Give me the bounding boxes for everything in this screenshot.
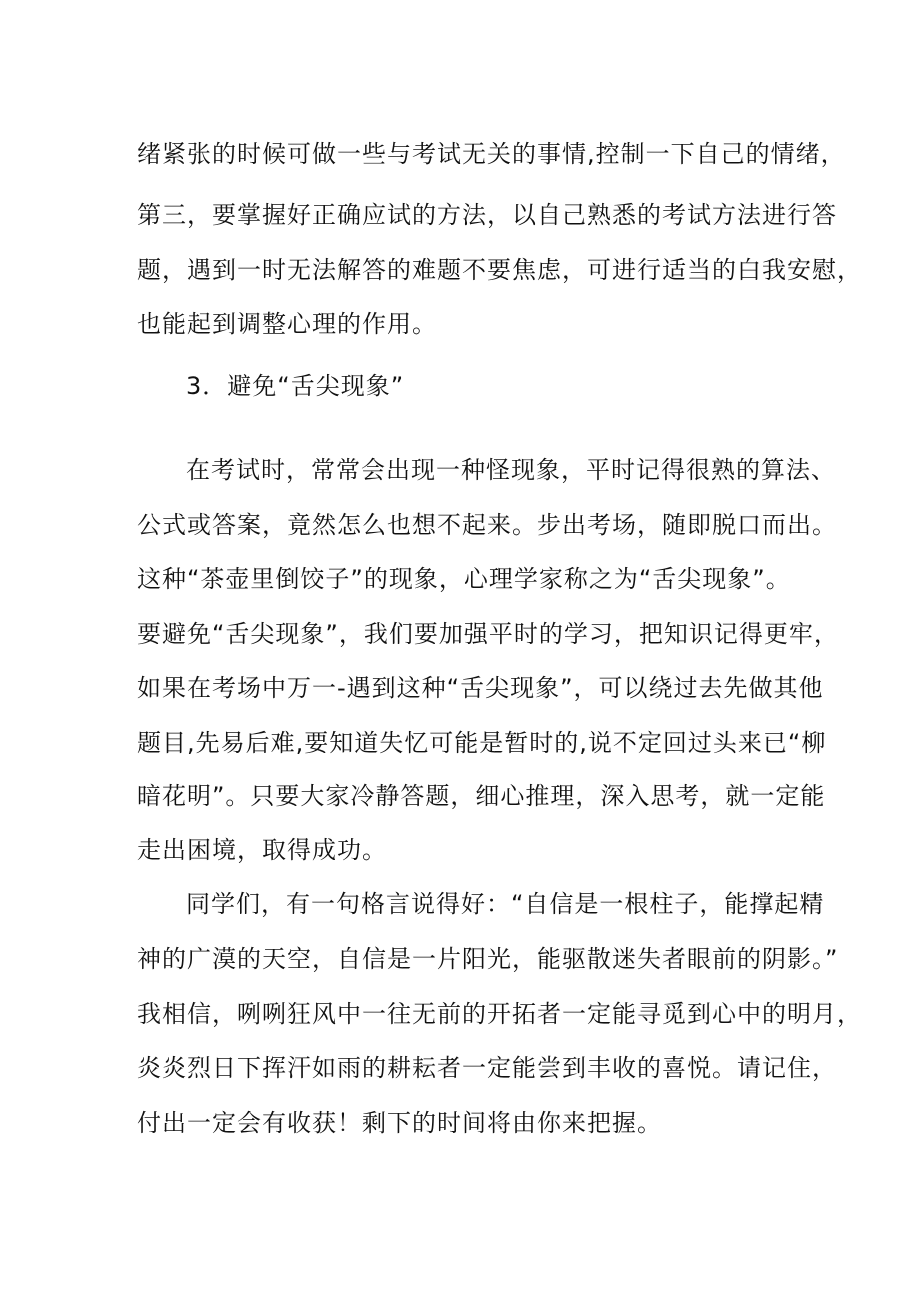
paragraph-line: 炎炎烈日下挥汗如雨的耕耘者一定能尝到丰收的喜悦。请记住，	[137, 1054, 837, 1082]
paragraph-line: 神的广漠的天空，自信是一片阳光，能驱散迷失者眼前的阴影。”	[137, 945, 839, 973]
paragraph-line: 付出一定会有收获！剩下的时间将由你来把握。	[137, 1109, 662, 1137]
paragraph-line: 要避免“舌尖现象”，我们要加强平时的学习，把知识记得更牢，	[137, 620, 839, 648]
paragraph-line: 同学们，有一句格言说得好：“自信是一根柱子，能撑起精	[186, 890, 825, 918]
paragraph-line: 暗花明”。只要大家冷静答题，细心推理，深入思考，就一定能	[137, 782, 826, 810]
paragraph-line: 我相信，咧咧狂风中一往无前的开拓者一定能寻觅到心中的明月，	[137, 1000, 862, 1028]
paragraph-line: 走出困境，取得成功。	[137, 836, 387, 864]
paragraph-line: 题目,先易后难,要知道失忆可能是暂时的,说不定回过头来已“柳	[137, 729, 827, 757]
section-heading: 3．避免“舌尖现象”	[186, 372, 405, 400]
paragraph-line: 这种“茶壶里倒饺子”的现象，心理学家称之为“舌尖现象”。	[137, 565, 791, 593]
paragraph-line: 公式或答案，竟然怎么也想不起来。步出考场，随即脱口而出。	[137, 511, 837, 539]
paragraph-line: 第三，要掌握好正确应试的方法，以自己熟悉的考试方法进行答	[137, 201, 837, 229]
paragraph-line: 如果在考场中万一-遇到这种“舌尖现象”，可以绕过去先做其他	[137, 674, 824, 702]
paragraph-line: 也能起到调整心理的作用。	[137, 310, 437, 338]
paragraph-line: 在考试时，常常会出现一种怪现象，平时记得很熟的算法、	[186, 456, 836, 484]
paragraph-line: 绪紧张的时候可做一些与考试无关的事情,控制一下自己的情绪，	[137, 140, 846, 168]
paragraph-line: 题，遇到一时无法解答的难题不要焦虑，可进行适当的白我安慰，	[137, 256, 862, 284]
